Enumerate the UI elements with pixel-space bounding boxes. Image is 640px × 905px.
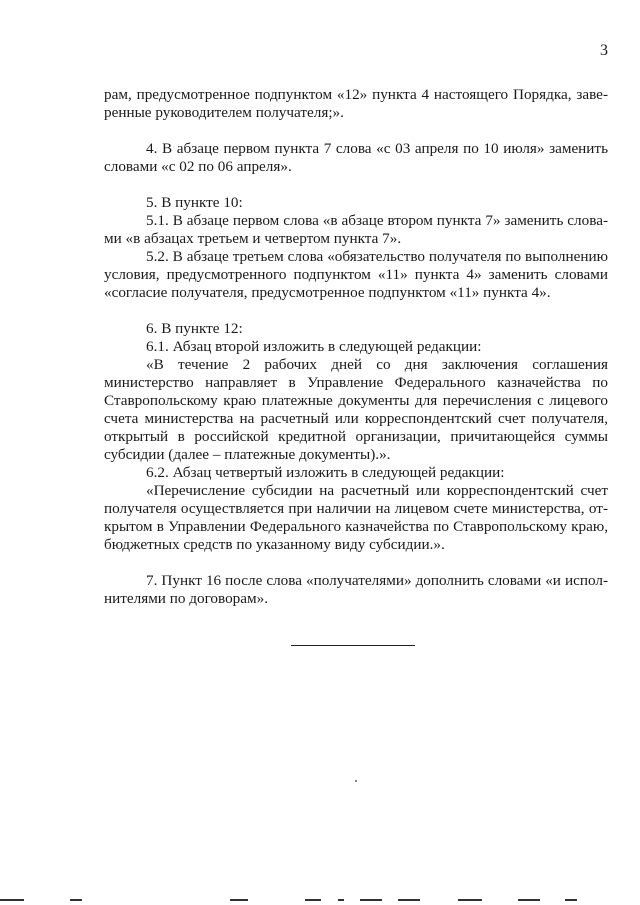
paragraph-item-5-2: 5.2. В абзаце третьем слова «обязательство получателя по выполнению условия, предусмотренного подпунктом «11» пункта 4» заменить словами «согласие получателя, предусмотренное подпунктом «11» пункта 4». xyxy=(104,248,608,301)
paragraph-item-5: 5. В пункте 10: xyxy=(146,194,243,211)
paragraph-item-7: 7. Пункт 16 после слова «получателями» дополнить словами «и исполнителями по договорам». xyxy=(104,572,608,607)
paragraph-continuation: рам, предусмотренное подпунктом «12» пункта 4 настоящего Порядка, заверенные руководителем получателя;». xyxy=(104,86,608,121)
paragraph-item-5-1: 5.1. В абзаце первом слова «в абзаце втором пункта 7» заменить словами «в абзацах третьем и четвертом пункта 7». xyxy=(104,212,608,247)
paragraph-item-6: 6. В пункте 12: xyxy=(146,320,243,337)
page-number: 3 xyxy=(600,42,608,59)
paragraph-quote-6-2: «Перечисление субсидии на расчетный или корреспондентский счет получателя осуществляется при наличии на лицевом счете министерства, открытом в Управлении Федерального казначейства по Ставропольскому краю, бюджетных средств по указанному виду субсидии.». xyxy=(104,482,608,553)
paragraph-quote-6-1: «В течение 2 рабочих дней со дня заключения соглашения министерство направляет в Управление Федерального казначейства по Ставропольскому краю платежные документы для перечисления с лицевого счета министерства на расчетный или корреспондентский счет получателя, открытый в российской кредитной организации, причитающейся суммы субсидии (далее – платежные документы).». xyxy=(104,356,608,463)
end-separator-line xyxy=(291,645,415,646)
paragraph-item-6-2: 6.2. Абзац четвертый изложить в следующей редакции: xyxy=(146,464,505,481)
scan-edge-marks xyxy=(0,899,640,905)
paragraph-item-4: 4. В абзаце первом пункта 7 слова «с 03 апреля по 10 июля» заменить словами «с 02 по 06 апреля». xyxy=(104,140,608,175)
paragraph-item-6-1: 6.1. Абзац второй изложить в следующей редакции: xyxy=(146,338,482,355)
scan-speck xyxy=(355,780,357,782)
document-body xyxy=(104,86,608,608)
